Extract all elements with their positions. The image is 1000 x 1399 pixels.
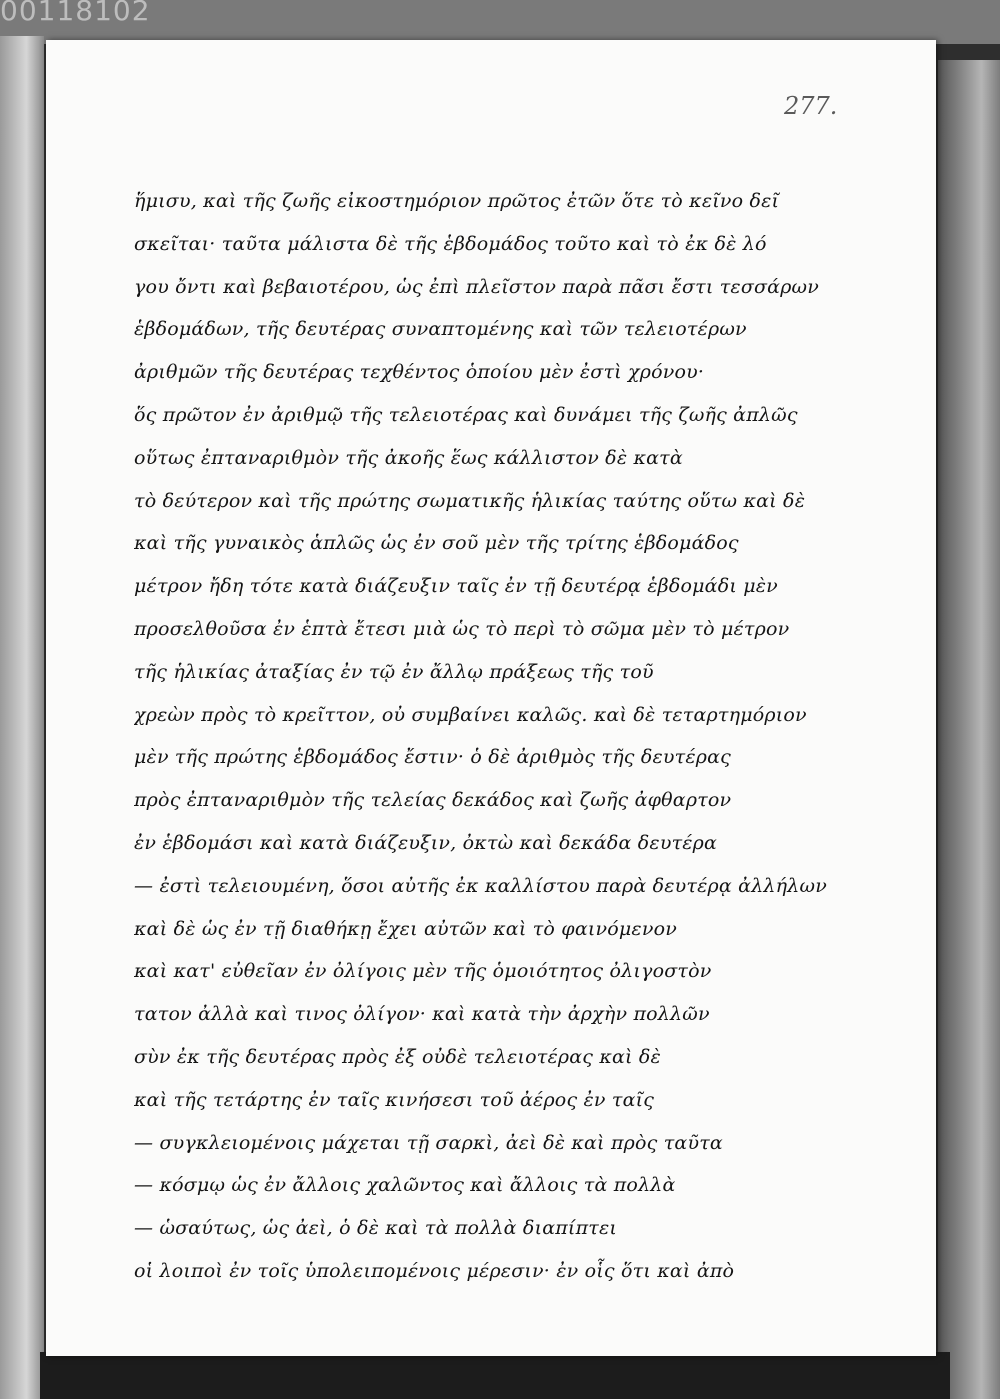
manuscript-line: μέτρον ἤδη τότε κατὰ διάζευξιν ταῖς ἐν τῇ δευτέρᾳ ἑβδομάδι μὲν [134, 575, 778, 598]
manuscript-line: οἱ λοιποὶ ἐν τοῖς ὑπολειπομένοις μέρεσιν· ἐν οἷς ὅτι καὶ ἀπὸ [134, 1259, 735, 1282]
manuscript-line: χρεὼν πρὸς τὸ κρεῖττον, οὐ συμβαίνει καλῶς. καὶ δὲ τεταρτημόριον [134, 703, 807, 726]
manuscript-line: ἐν ἑβδομάσι καὶ κατὰ διάζευξιν, ὀκτὼ καὶ δεκάδα δευτέρα [134, 831, 718, 854]
manuscript-line: μὲν τῆς πρώτης ἑβδομάδος ἔστιν· ὁ δὲ ἀριθμὸς τῆς δευτέρας [134, 746, 732, 769]
folio-number: 277. [784, 92, 838, 120]
manuscript-line: — κόσμῳ ὡς ἐν ἄλλοις χαλῶντος καὶ ἄλλοις τὰ πολλὰ [134, 1174, 676, 1197]
manuscript-line: ἥμισυ, καὶ τῆς ζωῆς εἰκοστημόριον πρῶτος ἐτῶν ὅτε τὸ κεῖνο δεῖ [134, 190, 780, 212]
scan-header-strip [0, 0, 1000, 44]
manuscript-line: — ἐστὶ τελειουμένη, ὅσοι αὐτῆς ἐκ καλλίστου παρὰ δευτέρᾳ ἀλλήλων [134, 874, 827, 897]
manuscript-line: οὕτως ἐπταναριθμὸν τῆς ἀκοῆς ἕως κάλλιστον δὲ κατὰ [134, 446, 683, 469]
manuscript-text [134, 180, 834, 1293]
bottom-shadow [40, 1352, 950, 1399]
manuscript-line: τατον ἀλλὰ καὶ τινος ὀλίγον· καὶ κατὰ τὴν ἀρχὴν πολλῶν [134, 1003, 710, 1026]
manuscript-line: ἀριθμῶν τῆς δευτέρας τεχθέντος ὁποίου μὲν ἐστὶ χρόνου· [134, 361, 705, 384]
manuscript-line: ὅς πρῶτον ἐν ἀριθμῷ τῆς τελειοτέρας καὶ δυνάμει τῆς ζωῆς ἀπλῶς [134, 403, 798, 426]
manuscript-line: προσελθοῦσα ἐν ἑπτὰ ἔτεσι μιὰ ὡς τὸ περὶ τὸ σῶμα μὲν τὸ μέτρον [134, 617, 790, 640]
manuscript-line: καὶ δὲ ὡς ἐν τῇ διαθήκῃ ἔχει αὐτῶν καὶ τὸ φαινόμενον [134, 917, 677, 940]
manuscript-line: καὶ τῆς τετάρτης ἐν ταῖς κινήσεσι τοῦ ἀέρος ἐν ταῖς [134, 1088, 655, 1111]
facing-page-edge [0, 36, 44, 1399]
manuscript-line: — συγκλειομένοις μάχεται τῇ σαρκὶ, ἀεὶ δὲ καὶ πρὸς ταῦτα [134, 1131, 723, 1154]
scan-id: 00118102 [0, 0, 151, 27]
book-edge [938, 60, 1000, 1399]
manuscript-line: — ὡσαύτως, ὡς ἀεὶ, ὁ δὲ καὶ τὰ πολλὰ διαπίπτει [134, 1217, 618, 1240]
manuscript-line: πρὸς ἐπταναριθμὸν τῆς τελείας δεκάδος καὶ ζωῆς ἀφθαρτον [134, 789, 732, 812]
manuscript-line: σκεῖται· ταῦτα μάλιστα δὲ τῆς ἑβδομάδος τοῦτο καὶ τὸ ἐκ δὲ λό [134, 232, 767, 255]
manuscript-line: καὶ τῆς γυναικὸς ἁπλῶς ὡς ἐν σοῦ μὲν τῆς τρίτης ἑβδομάδος [134, 532, 739, 555]
manuscript-line: σὺν ἐκ τῆς δευτέρας πρὸς ἐξ οὐδὲ τελειοτέρας καὶ δὲ [134, 1045, 661, 1068]
manuscript-line: τῆς ἡλικίας ἀταξίας ἐν τῷ ἐν ἄλλῳ πράξεως τῆς τοῦ [134, 660, 654, 683]
manuscript-line: ἑβδομάδων, τῆς δευτέρας συναπτομένης καὶ τῶν τελειοτέρων [134, 318, 747, 341]
manuscript-line: γου ὄντι καὶ βεβαιοτέρου, ὡς ἐπὶ πλεῖστον παρὰ πᾶσι ἔστι τεσσάρων [134, 275, 820, 298]
manuscript-line: καὶ κατ' εὐθεῖαν ἐν ὀλίγοις μὲν τῆς ὁμοιότητος ὀλιγοστὸν [134, 960, 712, 983]
manuscript-line: τὸ δεύτερον καὶ τῆς πρώτης σωματικῆς ἡλικίας ταύτης οὕτω καὶ δὲ [134, 489, 806, 512]
